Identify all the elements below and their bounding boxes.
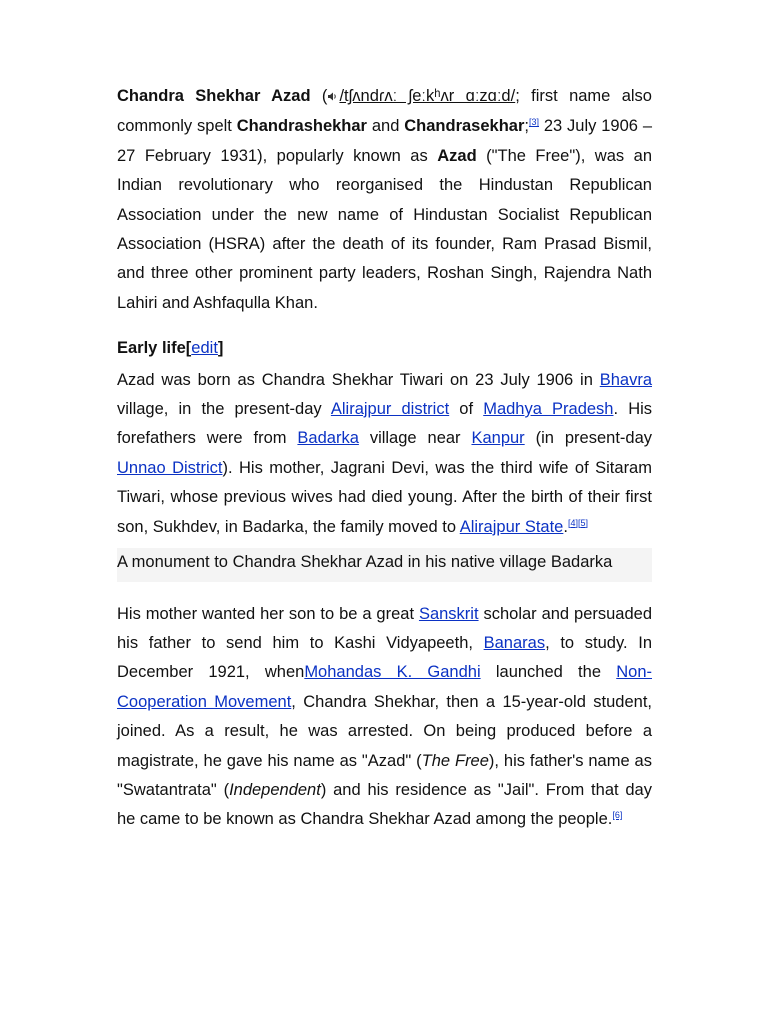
- reference-link[interactable]: [4][5]: [567, 517, 588, 528]
- link-badarka[interactable]: Badarka: [297, 429, 359, 448]
- link-alirajpur-state[interactable]: Alirajpur State: [459, 517, 564, 536]
- pronunciation-ipa[interactable]: /tʃʌndɾʌː ʃeːkʰʌr ɑːzɑːd/: [339, 87, 516, 105]
- link-banaras[interactable]: Banaras: [483, 633, 546, 652]
- link-sanskrit[interactable]: Sanskrit: [418, 604, 479, 623]
- link-non-cooperation-movement[interactable]: Non-Cooperation Movement: [117, 663, 652, 711]
- section-heading-early-life: Early life[edit]: [117, 339, 224, 358]
- document-page: [117, 82, 652, 835]
- link-bhavra[interactable]: Bhavra: [599, 370, 652, 389]
- reference-link[interactable]: [6]: [612, 810, 623, 821]
- reference-link[interactable]: [3]: [528, 117, 539, 128]
- link-unnao-district[interactable]: Unnao District: [117, 458, 223, 477]
- intro-paragraph: Chandra Shekhar Azad ( /tʃʌndɾʌː ʃeːkʰʌr ɑːzɑːd/; first name also commonly spelt Chandrashekhar and Chandrasekhar;[3] 23 July 1906 – 27 February 1931), popularly known as Azad ("The Free"), was an Indian revolutionary who reorganised the Hindustan Republican Association under the new name of Hindustan Socialist Republican Association (HSRA) after the death of its founder, Ram Prasad Bismil, and three other prominent party leaders, Roshan Singh, Rajendra Nath Lahiri and Ashfaqulla Khan.: [117, 82, 652, 318]
- image-caption: A monument to Chandra Shekhar Azad in his native village Badarka: [117, 548, 652, 581]
- link-alirajpur-district[interactable]: Alirajpur district: [330, 400, 450, 419]
- link-mohandas-gandhi[interactable]: Mohandas K. Gandhi: [304, 663, 481, 682]
- link-madhya-pradesh[interactable]: Madhya Pradesh: [483, 400, 614, 419]
- early-life-paragraph: Azad was born as Chandra Shekhar Tiwari on 23 July 1906 in Bhavra village, in the present-day Alirajpur district of Madhya Pradesh. His forefathers were from Badarka village near Kanpur (in present-day Unnao District). His mother, Jagrani Devi, was the third wife of Sitaram Tiwari, whose previous wives had died young. After the birth of their first son, Sukhdev, in Badarka, the family moved to Alirajpur State.[4][5]: [117, 370, 653, 536]
- link-kanpur[interactable]: Kanpur: [471, 429, 525, 448]
- subject-name: Chandra Shekhar Azad: [117, 87, 311, 105]
- speaker-icon[interactable]: [327, 83, 339, 112]
- education-paragraph: His mother wanted her son to be a great Sanskrit scholar and persuaded his father to send him to Kashi Vidyapeeth, Banaras, to study. In December 1921, whenMohandas K. Gandhi launched the Non-Cooperation Movement, Chandra Shekhar, then a 15-year-old student, joined. As a result, he was arrested. On being produced before a magistrate, he gave his name as "Azad" (The Free), his father's name as "Swatantrata" (Independent) and his residence as "Jail". From that day he came to be known as Chandra Shekhar Azad among the people.[6]: [117, 604, 652, 829]
- edit-section-link[interactable]: edit: [191, 339, 218, 358]
